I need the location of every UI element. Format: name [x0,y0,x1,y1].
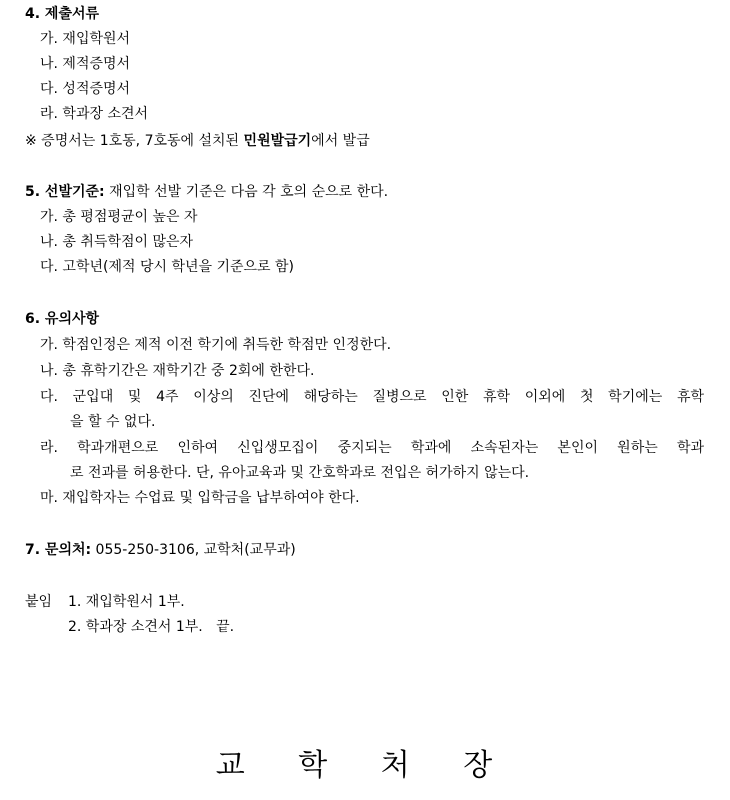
section-6-item-ra-line-2: 로 전과를 허용한다. 단, 유아교육과 및 간호학과로 전입은 허가하지 않는다. [70,465,530,481]
note-suffix: 에서 발급 [311,133,370,149]
section-5-heading-text: 재입학 선발 기준은 다음 각 호의 순으로 한다. [104,184,389,200]
attachments-label: 붙임 [25,594,53,610]
section-6-item-da-line-1: 다. 군입대 및 4주 이상의 진단에 해당하는 질병으로 인한 휴학 이외에 첫 학기에는 휴학 [40,389,704,405]
section-6-item-da-line-2: 을 할 수 없다. [70,414,156,430]
section-6-item-ra-line-1: 라. 학과개편으로 인하여 신입생모집이 중지되는 학과에 소속된자는 본인이 원하는 학과 [40,440,704,456]
section-5-heading: 5. 선발기준: [25,184,105,200]
attachment-item-2: 2. 학과장 소견서 1부. 끝. [68,619,235,635]
section-5-heading-line [25,182,388,202]
section-7-text: 055-250-3106, 교학처(교무과) [91,542,296,558]
note-prefix: ※ 증명서는 1호동, 7호동에 설치된 [25,133,244,149]
section-4-heading: 4. 제출서류 [25,6,100,22]
section-4-item-3: 다. 성적증명서 [40,81,131,97]
section-4-note [25,131,370,151]
note-bold: 민원발급기 [243,133,312,149]
section-6-item-na: 나. 총 휴학기간은 재학기간 중 2회에 한한다. [40,363,315,379]
section-5-item-2: 나. 총 취득학점이 많은자 [40,234,194,250]
section-4-item-1: 가. 재입학원서 [40,31,131,47]
attachment-item-1: 1. 재입학원서 1부. [68,594,185,610]
section-7-line [25,540,296,560]
section-7-heading: 7. 문의처: [25,542,92,558]
section-5-item-3: 다. 고학년(제적 당시 학년을 기준으로 함) [40,259,295,275]
section-6-item-ga: 가. 학점인정은 제적 이전 학기에 취득한 학점만 인정한다. [40,337,392,353]
section-4-item-4: 라. 학과장 소견서 [40,106,149,122]
section-4-item-2: 나. 제적증명서 [40,56,131,72]
section-6-heading: 6. 유의사항 [25,311,100,327]
section-6-item-ma: 마. 재입학자는 수업료 및 입학금을 납부하여야 한다. [40,490,360,506]
issuer-signature: 교 학 처 장 [215,748,515,783]
section-5-item-1: 가. 총 평점평균이 높은 자 [40,209,198,225]
